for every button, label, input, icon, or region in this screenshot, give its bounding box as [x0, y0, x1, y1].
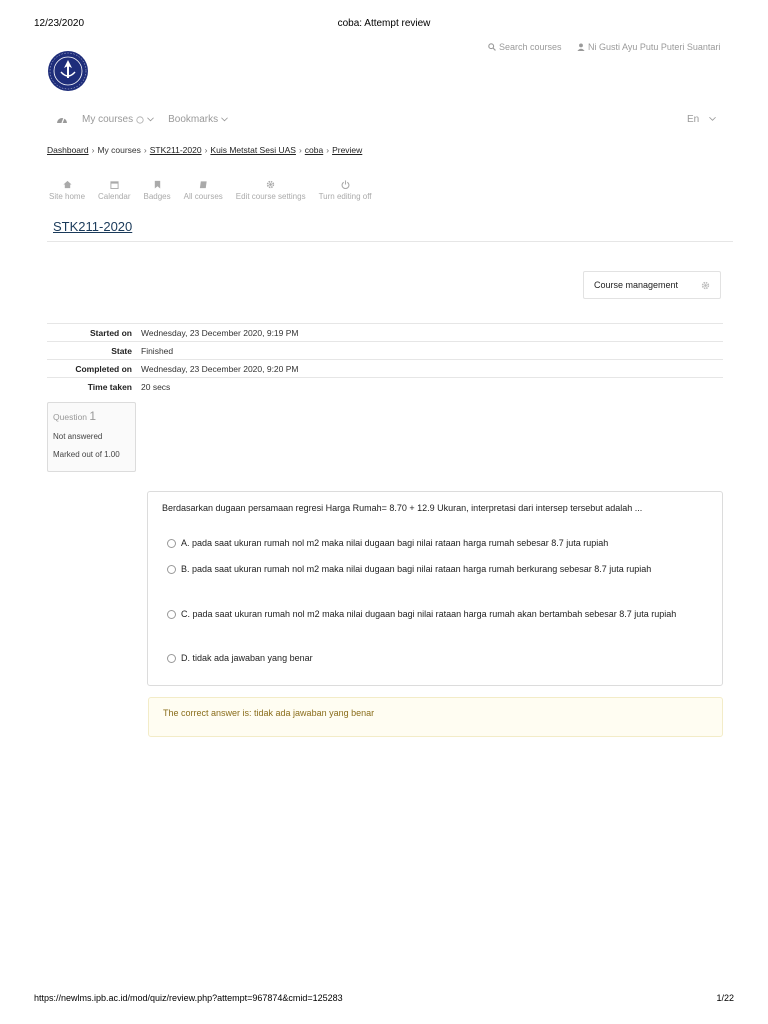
- breadcrumb-separator: ›: [326, 145, 330, 155]
- print-date: 12/23/2020: [34, 18, 85, 29]
- gear-icon: [266, 180, 275, 189]
- breadcrumb-my-courses: My courses: [97, 145, 141, 155]
- correct-answer-feedback: The correct answer is: tidak ada jawaban yang benar: [148, 697, 723, 737]
- my-courses-label: My courses: [82, 114, 134, 125]
- calendar-link[interactable]: [98, 180, 130, 201]
- answer-option-d[interactable]: [167, 650, 702, 667]
- turn-editing-off-label: Turn editing off: [318, 192, 372, 201]
- site-home-label: Site home: [49, 192, 86, 201]
- breadcrumb-preview[interactable]: Preview: [332, 145, 363, 155]
- question-label: Question: [53, 412, 88, 422]
- course-title-link[interactable]: STK211-2020: [53, 219, 133, 234]
- attempt-summary-table: [47, 323, 723, 395]
- summary-row: [47, 323, 723, 341]
- calendar-icon: [110, 180, 119, 189]
- home-icon: [63, 180, 72, 189]
- book-icon: [199, 180, 208, 189]
- question-info-box: [47, 402, 136, 472]
- edit-course-settings-link[interactable]: [236, 180, 306, 201]
- summary-label: State: [111, 345, 132, 356]
- site-home-link[interactable]: [49, 180, 85, 201]
- gear-icon: [701, 281, 710, 290]
- search-courses-link[interactable]: [488, 42, 562, 52]
- summary-label: Started on: [89, 327, 132, 338]
- chevron-down-icon: [221, 117, 228, 122]
- edit-settings-label: Edit course settings: [235, 192, 306, 201]
- answer-option-a[interactable]: [167, 535, 702, 552]
- course-management-button[interactable]: [583, 271, 721, 299]
- breadcrumb: [47, 145, 362, 155]
- breadcrumb-separator: ›: [204, 145, 208, 155]
- course-quick-links: [49, 180, 372, 201]
- summary-label: Completed on: [75, 363, 132, 374]
- answer-option-b[interactable]: [167, 561, 702, 578]
- language-menu[interactable]: [687, 114, 716, 125]
- answer-option-text: D. tidak ada jawaban yang benar: [181, 653, 313, 663]
- question-text: Berdasarkan dugaan persamaan regresi Harga Rumah= 8.70 + 12.9 Ukuran, interpretasi dari intersep tersebut adalah ...: [162, 503, 643, 513]
- summary-value: Wednesday, 23 December 2020, 9:20 PM: [141, 363, 299, 374]
- dashboard-gauge-icon[interactable]: [56, 114, 68, 125]
- answer-option-c[interactable]: [167, 606, 702, 623]
- summary-row: [47, 341, 723, 359]
- course-management-label: Course management: [594, 280, 679, 290]
- print-title: coba: Attempt review: [337, 18, 431, 29]
- radio-button[interactable]: [167, 539, 176, 548]
- summary-row: [47, 377, 723, 395]
- summary-label: Time taken: [87, 381, 132, 392]
- help-icon[interactable]: [136, 116, 144, 124]
- bookmarks-label: Bookmarks: [168, 114, 219, 125]
- breadcrumb-course[interactable]: STK211-2020: [149, 145, 202, 155]
- summary-value: 20 secs: [141, 381, 171, 392]
- radio-button[interactable]: [167, 565, 176, 574]
- question-status: Not answered: [53, 432, 103, 441]
- power-icon: [341, 180, 350, 189]
- turn-editing-off-link[interactable]: [319, 180, 372, 201]
- search-courses-label: Search courses: [499, 42, 562, 52]
- all-courses-label: All courses: [183, 192, 223, 201]
- search-icon: [488, 43, 496, 51]
- chevron-down-icon: [147, 117, 154, 122]
- divider: [47, 241, 733, 242]
- language-label: En: [687, 114, 700, 125]
- question-number-value: 1: [89, 409, 97, 423]
- ipb-logo[interactable]: [47, 50, 89, 92]
- radio-button[interactable]: [167, 610, 176, 619]
- badges-label: Badges: [143, 192, 171, 201]
- my-courses-menu[interactable]: [82, 114, 154, 125]
- summary-row: [47, 359, 723, 377]
- summary-value: Wednesday, 23 December 2020, 9:19 PM: [141, 327, 299, 338]
- question-marks: Marked out of 1.00: [53, 450, 120, 459]
- print-page-number: 1/22: [716, 993, 734, 1003]
- breadcrumb-separator: ›: [298, 145, 302, 155]
- radio-button[interactable]: [167, 654, 176, 663]
- chevron-down-icon: [709, 114, 716, 124]
- user-name: Ni Gusti Ayu Putu Puteri Suantari: [588, 42, 721, 52]
- summary-value: Finished: [141, 345, 174, 356]
- question-number: [53, 409, 130, 423]
- breadcrumb-separator: ›: [143, 145, 147, 155]
- print-url: https://newlms.ipb.ac.id/mod/quiz/review.php?attempt=967874&cmid=125283: [34, 993, 343, 1003]
- user-icon: [577, 43, 585, 51]
- answer-option-text: A. pada saat ukuran rumah nol m2 maka nilai dugaan bagi nilai rataan harga rumah sebesar 8.7 juta rupiah: [181, 538, 609, 548]
- breadcrumb-section[interactable]: Kuis Metstat Sesi UAS: [210, 145, 296, 155]
- breadcrumb-separator: ›: [91, 145, 95, 155]
- breadcrumb-dashboard[interactable]: Dashboard: [47, 145, 89, 155]
- calendar-label: Calendar: [98, 192, 131, 201]
- all-courses-link[interactable]: [184, 180, 223, 201]
- bookmark-icon: [153, 180, 162, 189]
- bookmarks-menu[interactable]: [168, 114, 228, 125]
- breadcrumb-quiz[interactable]: coba: [304, 145, 324, 155]
- main-navigation: [56, 114, 228, 125]
- answer-option-text: C. pada saat ukuran rumah nol m2 maka nilai dugaan bagi nilai rataan harga rumah akan bertambah sebesar 8.7 juta rupiah: [181, 609, 677, 619]
- badges-link[interactable]: [144, 180, 171, 201]
- user-menu[interactable]: [577, 42, 720, 52]
- answer-option-text: B. pada saat ukuran rumah nol m2 maka nilai dugaan bagi nilai rataan harga rumah berkurang sebesar 8.7 juta rupiah: [181, 564, 652, 574]
